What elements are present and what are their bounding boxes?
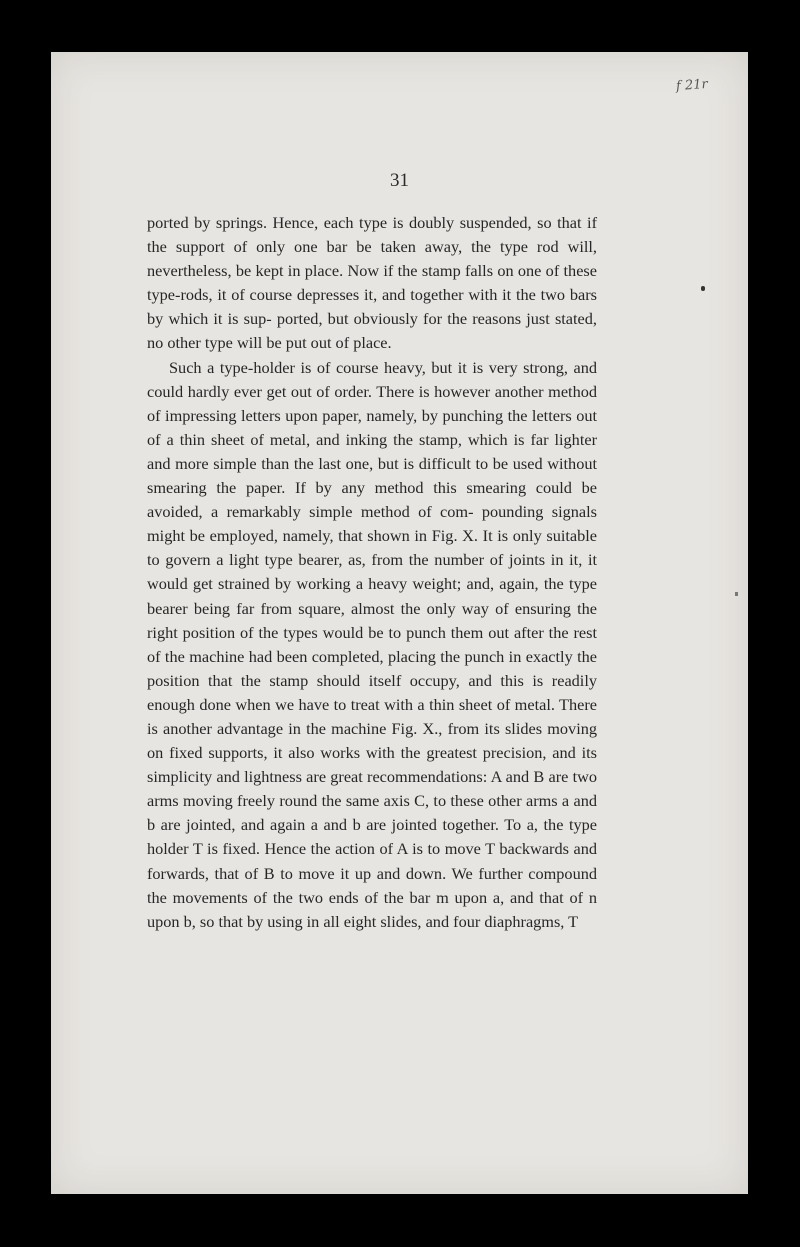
folio-annotation: f 21r (675, 76, 709, 95)
body-text (147, 211, 597, 934)
paragraph: Such a type-holder is of course heavy, but it is very strong, and could hardly ever get out of order. There is however another method of impressing letters upon paper, namely, by punching the letters out of a thin sheet of metal, and inking the stamp, which is far lighter and more simple than the last one, but is difficult to be used without smearing the paper. If by any method this smearing could be avoided, a remarkably simple method of com- pounding signals might be employed, namely, that shown in Fig. X. It is only suitable to govern a light type bearer, as, from the number of joints in it, it would get strained by working a heavy weight; and, again, the type bearer being far from square, almost the only way of ensuring the right position of the types would be to punch them out after the rest of the machine had been completed, placing the punch in exactly the position that the stamp should itself occupy, and this is readily enough done when we have to treat with a thin sheet of metal. There is another advantage in the machine Fig. X., from its slides moving on fixed supports, it also works with the greatest precision, and its simplicity and lightness are great recommendations: A and B are two arms moving freely round the same axis C, to these other arms a and b are jointed, and again a and b are jointed together. To a, the type holder T is fixed. Hence the action of A is to move T backwards and forwards, that of B to move it up and down. We further compound the movements of the two ends of the bar m upon a, and that of n upon b, so that by using in all eight slides, and four diaphragms, T (147, 357, 597, 931)
document-page (51, 52, 748, 1194)
paragraph-continued: ported by springs. Hence, each type is doubly suspended, so that if the support of only one bar be taken away, the type rod will, nevertheless, be kept in place. Now if the stamp falls on one of these type-rods, it of course depresses it, and together with it the two bars by which it is sup- ported, but obviously for the reasons just stated, no other type will be put out of place. (147, 213, 597, 353)
page-number: 31 (390, 170, 409, 191)
ink-mark (701, 286, 705, 291)
ink-mark (735, 592, 738, 596)
